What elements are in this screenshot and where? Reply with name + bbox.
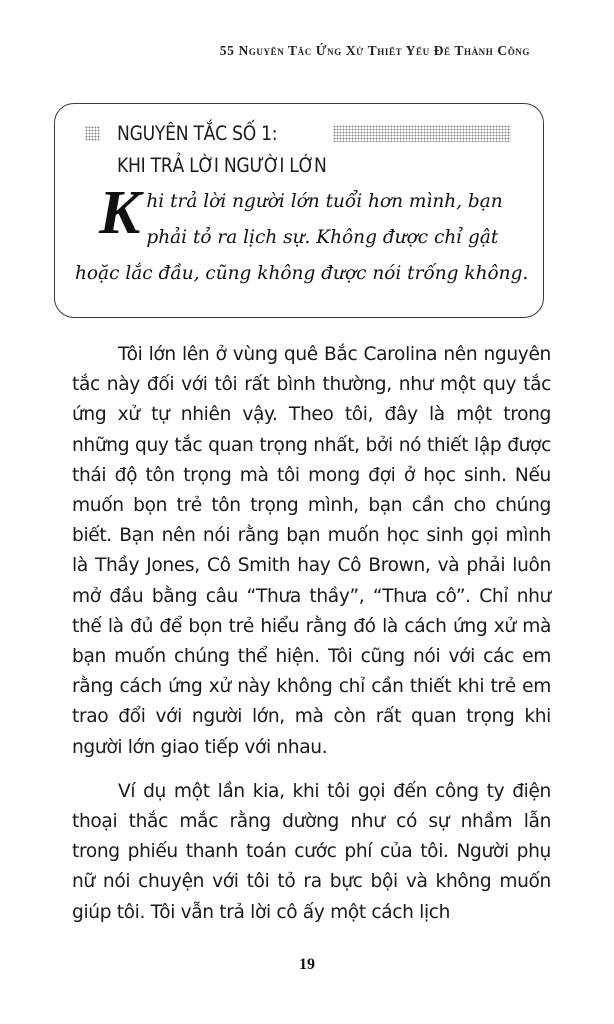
rule-title-line-1: NGUYÊN TẮC SỐ 1: <box>117 122 278 145</box>
rule-quote <box>75 179 535 292</box>
running-header: 55 Nguyên Tắc Ứng Xử Thiết Yếu Để Thành Công <box>219 43 530 58</box>
paragraph: Tôi lớn lên ở vùng quê Bắc Carolina nên nguyên tắc này đối với tôi rất bình thường, như một quy tắc ứng xử tự nhiên vậy. Theo tôi, đây là một trong những quy tắc quan trọng nhất, bởi nó thiết lập được thái độ tôn trọng mà tôi mong đợi ở học sinh. Nếu muốn bọn trẻ tôn trọng mình, bạn cần cho chúng biết. Bạn nên nói rằng bạn muốn học sinh gọi mình là Thầy Jones, Cô Smith hay Cô Brown, và phải luôn mở đầu bằng câu “Thưa thầy”, “Thưa cô”. Chỉ như thế là đủ để bọn trẻ hiểu rằng đó là cách ứng xử mà bạn muốn chúng thể hiện. Tôi cũng nói với các em rằng cách ứng xử này không chỉ cần thiết khi trẻ em trao đổi với người lớn, mà còn rất quan trọng khi người lớn giao tiếp với nhau. <box>72 344 551 758</box>
dot-pattern-left-decoration <box>85 126 100 141</box>
rule-callout-box <box>54 103 544 318</box>
rule-title <box>117 118 327 182</box>
dot-pattern-right-decoration <box>333 125 511 142</box>
drop-cap: K <box>99 179 141 247</box>
rule-quote-text: hi trả lời người lớn tuổi hơn mình, bạn phải tỏ ra lịch sự. Không được chỉ gật hoặc lắc đầu, cũng không được nói trống không. <box>75 191 529 284</box>
rule-title-line-2: KHI TRẢ LỜI NGƯỜI LỚN <box>117 154 327 177</box>
body-text <box>72 340 551 928</box>
page-number: 19 <box>299 956 315 973</box>
paragraph: Ví dụ một lần kia, khi tôi gọi đến công ty điện thoại thắc mắc rằng dường như có sự nhầm lẫn trong phiếu thanh toán cước phí của tôi. Người phụ nữ nói chuyện với tôi tỏ ra bực bội và không muốn giúp tôi. Tôi vẫn trả lời cô ấy một cách lịch <box>72 780 551 923</box>
